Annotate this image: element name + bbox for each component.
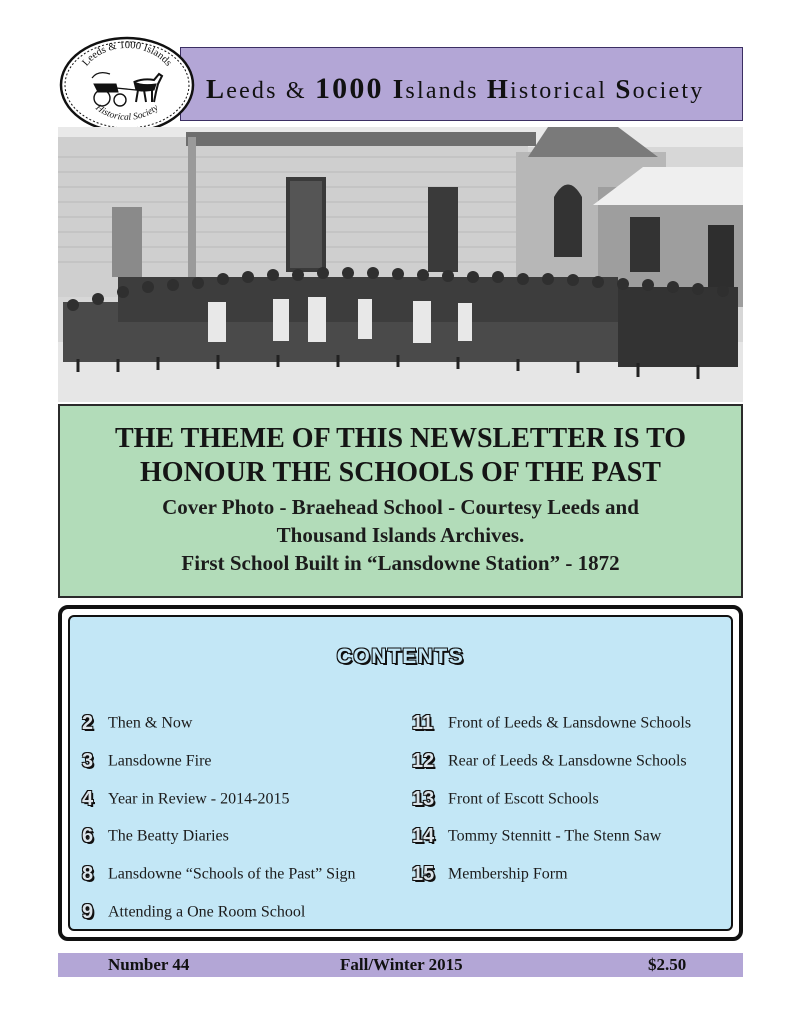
toc-page-number: 9	[82, 901, 94, 923]
toc-item[interactable]	[82, 788, 289, 811]
toc-page-number: 6	[82, 825, 94, 847]
toc-item[interactable]	[412, 863, 568, 886]
caption-line-3: First School Built in “Lansdowne Station” - 1872	[181, 551, 620, 575]
toc-item[interactable]	[82, 750, 212, 773]
toc-title: Rear of Leeds & Lansdowne Schools	[448, 752, 687, 770]
toc-item[interactable]	[82, 712, 192, 735]
title-part: H	[486, 74, 511, 104]
headline-line-2: HONOUR THE SCHOOLS OF THE PAST	[140, 457, 661, 488]
caption-line-1: Cover Photo - Braehead School - Courtesy Leeds and	[162, 495, 639, 519]
toc-item[interactable]	[412, 825, 661, 848]
toc-page-number: 3	[82, 750, 94, 772]
logo-top-text: Leeds & 1000 Islands	[80, 39, 174, 69]
toc-item[interactable]	[412, 712, 691, 735]
title-part: I	[383, 74, 406, 104]
toc-page-number: 12	[412, 750, 435, 772]
toc-page-number: 13	[412, 788, 435, 810]
toc-page-number: 2	[82, 712, 94, 734]
toc-title: Lansdowne Fire	[108, 752, 212, 770]
toc-item[interactable]	[82, 901, 305, 924]
toc-title: Front of Escott Schools	[448, 790, 599, 808]
issue-footer-bar	[58, 953, 743, 977]
toc-item[interactable]	[412, 788, 599, 811]
toc-item[interactable]	[412, 750, 687, 773]
title-part: L	[206, 74, 227, 104]
issue-price: $2.50	[648, 955, 687, 974]
issue-number: Number 44	[108, 955, 190, 974]
toc-title: Tommy Stennitt - The Stenn Saw	[448, 827, 662, 845]
headline-line-1: THE THEME OF THIS NEWSLETTER IS TO	[114, 423, 687, 454]
contents-panel	[68, 615, 733, 931]
toc-page-number: 14	[412, 825, 435, 847]
toc-title: Front of Leeds & Lansdowne Schools	[448, 714, 692, 732]
toc-item[interactable]	[82, 825, 229, 848]
masthead-title	[206, 72, 704, 106]
cover-photo-braehead-school	[58, 127, 743, 402]
toc-page-number: 4	[82, 788, 94, 810]
theme-headline	[60, 422, 741, 490]
newsletter-theme-panel	[58, 404, 743, 598]
society-logo-seal	[58, 34, 196, 134]
toc-title: Lansdowne “Schools of the Past” Sign	[108, 865, 356, 883]
caption-line-2: Thousand Islands Archives.	[276, 523, 525, 547]
logo-bottom-text: Historical Society	[93, 103, 161, 123]
toc-title: Membership Form	[448, 865, 568, 883]
toc-title: Attending a One Room School	[108, 903, 306, 921]
toc-title: Year in Review - 2014-2015	[108, 790, 290, 808]
contents-heading: CONTENTS	[336, 645, 465, 668]
title-part: 1000	[314, 72, 384, 105]
toc-page-number: 8	[82, 863, 94, 885]
title-part: slands	[405, 78, 487, 104]
title-part: ociety	[632, 78, 705, 104]
toc-page-number: 11	[412, 712, 434, 734]
toc-title: Then & Now	[108, 714, 193, 732]
issue-season: Fall/Winter 2015	[340, 955, 463, 974]
toc-page-number: 15	[412, 863, 435, 885]
cover-photo-caption	[60, 493, 741, 577]
toc-title: The Beatty Diaries	[108, 827, 229, 845]
title-part: eeds &	[226, 78, 315, 104]
title-part: istorical	[510, 78, 616, 104]
toc-item[interactable]	[82, 863, 356, 886]
title-part: S	[615, 74, 633, 104]
